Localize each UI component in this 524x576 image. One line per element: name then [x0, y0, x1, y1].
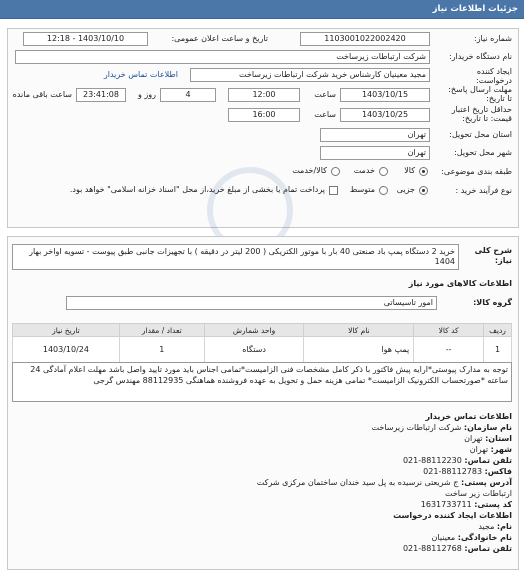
payment-note: پرداخت تمام یا بخشی از مبلغ خرید،از محل "اسناد خزانه اسلامی" خواهد بود.	[69, 185, 325, 194]
contact-info-link[interactable]: اطلاعات تماس خریدار	[103, 70, 178, 79]
goods-table-header	[13, 324, 512, 337]
province-label: استان محل تحویل:	[449, 130, 512, 139]
process-radio-medium[interactable]	[379, 186, 388, 195]
goods-group-field: امور تاسیساتی	[66, 296, 437, 310]
col-name: نام کالا	[304, 324, 414, 337]
goods-info-title: اطلاعات کالاهای مورد نیاز	[408, 279, 512, 288]
cell-name: پمپ هوا	[304, 337, 414, 363]
days-remaining-field: 4	[160, 88, 216, 102]
province-field: تهران	[320, 128, 430, 142]
category-radio-both[interactable]	[331, 167, 340, 176]
announce-label: تاریخ و ساعت اعلان عمومی:	[171, 34, 268, 43]
need-number-label: شماره نیاز:	[474, 34, 512, 43]
buyer-label: نام دستگاه خریدار:	[449, 52, 512, 61]
page-title: جزئیات اطلاعات نیاز	[432, 4, 518, 14]
announce-field: 1403/10/10 - 12:18	[23, 32, 148, 46]
col-unit: واحد شمارش	[204, 324, 304, 337]
treasury-checkbox[interactable]	[329, 186, 338, 195]
org-value: شرکت ارتباطات زیرساخت	[371, 423, 462, 432]
reply-time-field: 12:00	[228, 88, 300, 102]
buyer-field: شرکت ارتباطات زیرساخت	[15, 50, 430, 64]
table-row	[13, 337, 512, 363]
postal-value: 1631733711	[420, 500, 472, 509]
process-option-medium: متوسط	[349, 185, 375, 194]
reply-time-label: ساعت	[314, 90, 336, 99]
page-header	[0, 0, 524, 19]
contact-city-label: شهر:	[490, 445, 512, 454]
cell-unit: دستگاه	[204, 337, 304, 363]
category-option-goods: کالا	[404, 166, 415, 175]
creator-info-title: اطلاعات ایجاد کننده درخواست	[393, 511, 512, 520]
creator-field: مجید معینیان کارشناس خرید شرکت ارتباطات زیرساخت	[190, 68, 430, 82]
days-label: روز و	[138, 90, 156, 99]
category-option-service: خدمت	[353, 166, 375, 175]
process-option-minor: جزیی	[396, 185, 415, 194]
goods-group-label: گروه کالا:	[473, 298, 512, 307]
col-qty: تعداد / مقدار	[119, 324, 204, 337]
creator-family-value: معینیان	[431, 533, 456, 542]
contact-province-value: تهران	[464, 434, 483, 443]
category-radio-service[interactable]	[379, 167, 388, 176]
col-row: ردیف	[484, 324, 512, 337]
cell-date: 1403/10/24	[13, 337, 120, 363]
creator-name-label: نام:	[496, 522, 512, 531]
col-date: تاریخ نیاز	[13, 324, 120, 337]
remaining-label: ساعت باقی مانده	[12, 90, 72, 99]
summary-field: خرید 2 دستگاه پمپ باد صنعتی 40 بار با موتور الکتریکی ( 200 لیتر در دقیقه ) با تجهیزات جانبی طبق پیوست - تسویه اواخر بهار 1404	[12, 244, 459, 270]
cell-code: --	[414, 337, 484, 363]
postal-label: کد پستی:	[474, 500, 512, 509]
contact-city-value: تهران	[469, 445, 489, 454]
reply-deadline-label: مهلت ارسال پاسخ: تا تاریخ:	[448, 85, 512, 103]
need-number-field: 1103001022002420	[300, 32, 430, 46]
city-label: شهر محل تحویل:	[454, 148, 512, 157]
creator-phone-value: 88112768-021	[402, 544, 462, 553]
validity-time-label: ساعت	[314, 110, 336, 119]
fax-value: 88112783-021	[423, 467, 483, 476]
summary-label: شرح کلی نیاز:	[474, 246, 512, 265]
validity-date-field: 1403/10/25	[340, 108, 430, 122]
buyer-contact-info	[256, 411, 512, 554]
process-label: نوع فرآیند خرید :	[455, 186, 512, 195]
creator-label: ایجاد کننده درخواست:	[476, 67, 512, 85]
need-info-panel	[7, 28, 519, 228]
remaining-time-field: 23:41:08	[76, 88, 126, 102]
category-label: طبقه بندی موضوعی:	[441, 167, 512, 176]
buyer-notes: توجه به مدارک پیوستی*ارایه پیش فاکتور با ذکر کامل مشخصات فنی الزامیست*تمامی اجناس باید مورد تایید واصل باشد مهلت اعلام آمادگی 24 ساعته *صورتحساب الکترونیک الزامیست* تمامی هزینه حمل و تحویل به عهده فروشنده هماهنگی 88112935 مهندس گرجی	[12, 362, 512, 402]
col-code: کد کالا	[414, 324, 484, 337]
address-value: ج شریعتی نرسیده به پل سید خندان ساختمان مرکزی شرکت ارتباطات زیر ساخت	[256, 478, 512, 498]
validity-label: حداقل تاریخ اعتبار قیمت: تا تاریخ:	[451, 105, 512, 123]
cell-row: 1	[484, 337, 512, 363]
contact-province-label: استان:	[485, 434, 512, 443]
cell-qty: 1	[119, 337, 204, 363]
creator-phone-label: تلفن تماس:	[464, 544, 512, 553]
contact-title: اطلاعات تماس خریدار	[425, 412, 512, 421]
creator-family-label: نام خانوادگی:	[457, 533, 512, 542]
address-label: آدرس پستی:	[461, 478, 512, 487]
validity-time-field: 16:00	[228, 108, 300, 122]
org-label: نام سازمان:	[463, 423, 512, 432]
goods-table	[12, 323, 512, 363]
creator-name-value: مجید	[478, 522, 495, 531]
process-radio-minor[interactable]	[419, 186, 428, 195]
fax-label: فاکس:	[484, 467, 512, 476]
phone-value: 88112230-021	[402, 456, 462, 465]
category-radio-goods[interactable]	[419, 167, 428, 176]
city-field: تهران	[320, 146, 430, 160]
category-option-both: کالا/خدمت	[292, 166, 327, 175]
phone-label: تلفن تماس:	[464, 456, 512, 465]
reply-date-field: 1403/10/15	[340, 88, 430, 102]
